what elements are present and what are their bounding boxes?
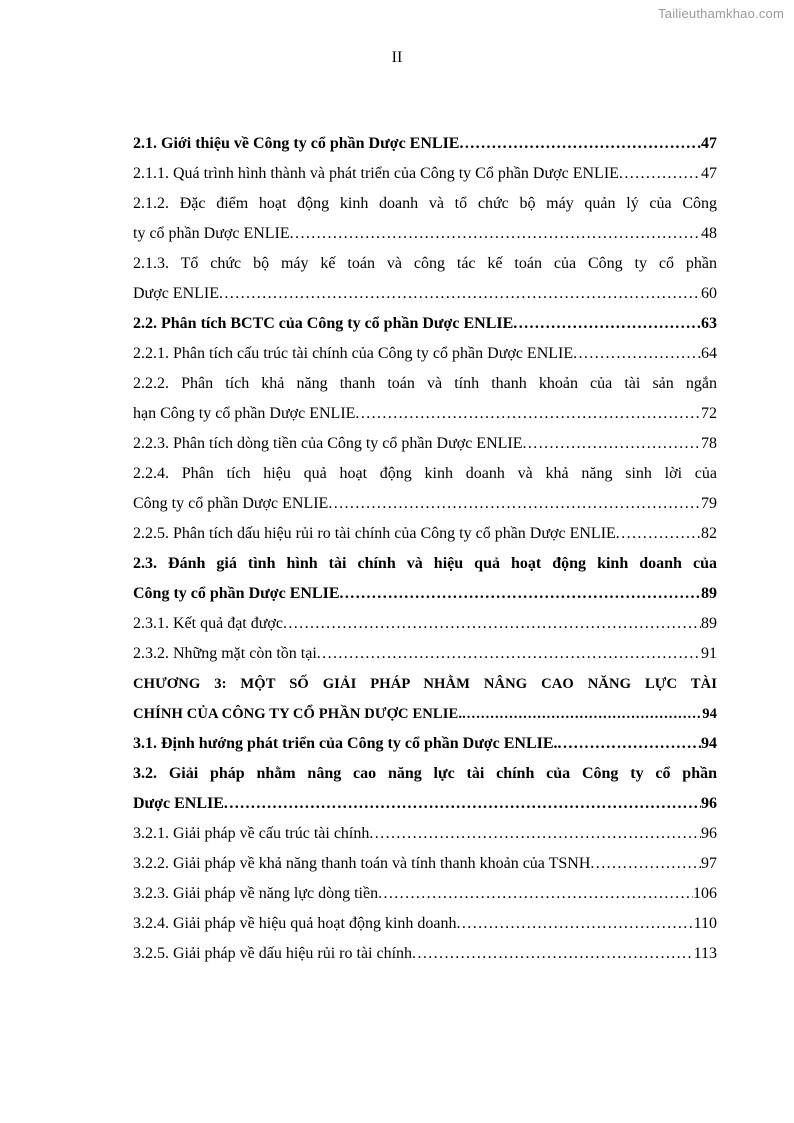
toc-entry-title-line: 2.2.2. Phân tích khả năng thanh toán và tính thanh khoản của tài sản ngắn	[133, 375, 717, 392]
toc-entry-ch3[interactable]	[133, 669, 717, 729]
toc-entry-row	[133, 909, 717, 939]
toc-page-number: 106	[693, 885, 717, 902]
toc-entry-title: hạn Công ty cổ phần Dược ENLIE	[133, 405, 356, 422]
toc-page-number: 64	[701, 345, 717, 362]
toc-entry-2-1-2[interactable]	[133, 189, 717, 249]
toc-entry-row	[133, 939, 717, 969]
toc-entry-3-2-5[interactable]	[133, 939, 717, 969]
toc-page-number: 97	[701, 855, 717, 872]
table-of-contents	[133, 129, 717, 969]
toc-entry-3-2[interactable]	[133, 759, 717, 819]
toc-entry-title: 3.2.1. Giải pháp về cấu trúc tài chính	[133, 825, 370, 842]
toc-entry-title: 2.1.1. Quá trình hình thành và phát triển của Công ty Cổ phần Dược ENLIE	[133, 165, 619, 182]
toc-entry-3-2-4[interactable]	[133, 909, 717, 939]
toc-entry-row	[133, 219, 717, 249]
toc-page-number: 60	[701, 285, 717, 302]
toc-entry-title: 2.2.5. Phân tích dấu hiệu rủi ro tài chính của Công ty cổ phần Dược ENLIE	[133, 525, 616, 542]
toc-page-number: 63	[701, 315, 717, 332]
dot-leader	[590, 849, 701, 879]
dot-leader	[616, 519, 701, 549]
toc-entry-2-2-2[interactable]	[133, 369, 717, 429]
toc-page-number: 96	[701, 795, 717, 812]
dot-leader	[462, 699, 702, 729]
toc-entry-2-2-1[interactable]	[133, 339, 717, 369]
toc-page-number: 89	[701, 585, 717, 602]
toc-entry-row	[133, 819, 717, 849]
dot-leader	[459, 129, 701, 159]
toc-entry-2-1-1[interactable]	[133, 159, 717, 189]
toc-entry-2-2-4[interactable]	[133, 459, 717, 519]
toc-entry-row	[133, 609, 717, 639]
toc-entry-title: Công ty cổ phần Dược ENLIE	[133, 585, 340, 602]
toc-page-number: 47	[701, 165, 717, 182]
toc-entry-title: Công ty cổ phần Dược ENLIE	[133, 495, 329, 512]
toc-page-number: 82	[701, 525, 717, 542]
toc-entry-title: 2.2.1. Phân tích cấu trúc tài chính của Công ty cổ phần Dược ENLIE	[133, 345, 574, 362]
toc-entry-row	[133, 279, 717, 309]
toc-entry-2-2-5[interactable]	[133, 519, 717, 549]
dot-leader	[224, 789, 701, 819]
toc-entry-3-2-1[interactable]	[133, 819, 717, 849]
toc-entry-row	[133, 309, 717, 339]
toc-entry-title: 3.2.3. Giải pháp về năng lực dòng tiền	[133, 885, 379, 902]
toc-entry-title: 2.3.2. Những mặt còn tồn tại	[133, 645, 317, 662]
toc-entry-title: 3.2.2. Giải pháp về khả năng thanh toán và tính thanh khoản của TSNH	[133, 855, 591, 872]
dot-leader	[573, 339, 701, 369]
dot-leader	[619, 159, 701, 189]
toc-page-number: 89	[701, 615, 717, 632]
toc-entry-title: 2.3.1. Kết quả đạt được	[133, 615, 283, 632]
toc-entry-title: 3.2.4. Giải pháp về hiệu quả hoạt động kinh doanh	[133, 915, 457, 932]
dot-leader	[219, 279, 701, 309]
dot-leader	[328, 489, 701, 519]
dot-leader	[355, 399, 701, 429]
toc-entry-row	[133, 579, 717, 609]
dot-leader	[378, 879, 693, 909]
toc-entry-title: 3.1. Định hướng phát triển của Công ty cổ phần Dược ENLIE.	[133, 735, 558, 752]
toc-page-number: 48	[701, 225, 717, 242]
toc-page-number: 78	[701, 435, 717, 452]
dot-leader	[290, 219, 701, 249]
toc-page-number: 110	[693, 915, 717, 932]
toc-entry-2-2-3[interactable]	[133, 429, 717, 459]
dot-leader	[369, 819, 701, 849]
toc-entry-title: Dược ENLIE	[133, 795, 224, 812]
toc-page-number: 96	[701, 825, 717, 842]
toc-entry-row	[133, 489, 717, 519]
toc-entry-title-line: CHƯƠNG 3: MỘT SỐ GIẢI PHÁP NHẰM NÂNG CAO NĂNG LỰC TÀI	[133, 676, 717, 692]
toc-entry-row	[133, 879, 717, 909]
toc-entry-title-line: 2.3. Đánh giá tình hình tài chính và hiệu quả hoạt động kinh doanh của	[133, 555, 717, 572]
toc-entry-2-3[interactable]	[133, 549, 717, 609]
toc-entry-title-line: 2.1.3. Tổ chức bộ máy kế toán và công tác kế toán của Công ty cổ phần	[133, 255, 717, 272]
page-number: II	[391, 49, 403, 66]
toc-entry-3-2-3[interactable]	[133, 879, 717, 909]
toc-entry-title: 2.1. Giới thiệu về Công ty cổ phần Dược ENLIE	[133, 135, 460, 152]
toc-entry-row	[133, 639, 717, 669]
toc-page-number: 113	[693, 945, 717, 962]
toc-entry-title-line: 3.2. Giải pháp nhằm nâng cao năng lực tài chính của Công ty cổ phần	[133, 765, 717, 782]
toc-page-number: 94	[702, 706, 717, 722]
toc-entry-title: 2.2.3. Phân tích dòng tiền của Công ty cổ phần Dược ENLIE	[133, 435, 523, 452]
dot-leader	[558, 729, 701, 759]
toc-entry-title: CHÍNH CỦA CÔNG TY CỔ PHẦN DƯỢC ENLIE.	[133, 706, 463, 722]
toc-page-number: 72	[701, 405, 717, 422]
toc-entry-2-2[interactable]	[133, 309, 717, 339]
toc-entry-row	[133, 519, 717, 549]
toc-entry-3-1[interactable]	[133, 729, 717, 759]
toc-entry-row	[133, 399, 717, 429]
toc-entry-title: Dược ENLIE	[133, 285, 219, 302]
toc-entry-2-3-1[interactable]	[133, 609, 717, 639]
toc-page-number: 79	[701, 495, 717, 512]
dot-leader	[523, 429, 702, 459]
toc-page-number: 94	[701, 735, 717, 752]
dot-leader	[283, 609, 701, 639]
toc-entry-row	[133, 159, 717, 189]
dot-leader	[412, 939, 694, 969]
toc-entry-3-2-2[interactable]	[133, 849, 717, 879]
toc-entry-title: 2.2. Phân tích BCTC của Công ty cổ phần Dược ENLIE	[133, 315, 514, 332]
dot-leader	[340, 579, 702, 609]
toc-page-number: 47	[701, 135, 717, 152]
dot-leader	[457, 909, 694, 939]
toc-entry-2-3-2[interactable]	[133, 639, 717, 669]
toc-entry-row	[133, 729, 717, 759]
dot-leader	[317, 639, 701, 669]
watermark-text: Tailieuthamkhao.com	[658, 6, 784, 21]
toc-entry-title: 3.2.5. Giải pháp về dấu hiệu rủi ro tài chính	[133, 945, 413, 962]
dot-leader	[513, 309, 701, 339]
toc-entry-row	[133, 699, 717, 729]
toc-entry-row	[133, 429, 717, 459]
toc-entry-row	[133, 339, 717, 369]
toc-entry-title-line: 2.2.4. Phân tích hiệu quả hoạt động kinh doanh và khả năng sinh lời của	[133, 465, 717, 482]
toc-entry-2-1-3[interactable]	[133, 249, 717, 309]
toc-entry-title-line: 2.1.2. Đặc điểm hoạt động kinh doanh và tổ chức bộ máy quản lý của Công	[133, 195, 717, 212]
toc-entry-row	[133, 849, 717, 879]
toc-page-number: 91	[701, 645, 717, 662]
toc-entry-title: ty cổ phần Dược ENLIE	[133, 225, 290, 242]
toc-entry-row	[133, 129, 717, 159]
toc-entry-2-1[interactable]	[133, 129, 717, 159]
toc-entry-row	[133, 789, 717, 819]
